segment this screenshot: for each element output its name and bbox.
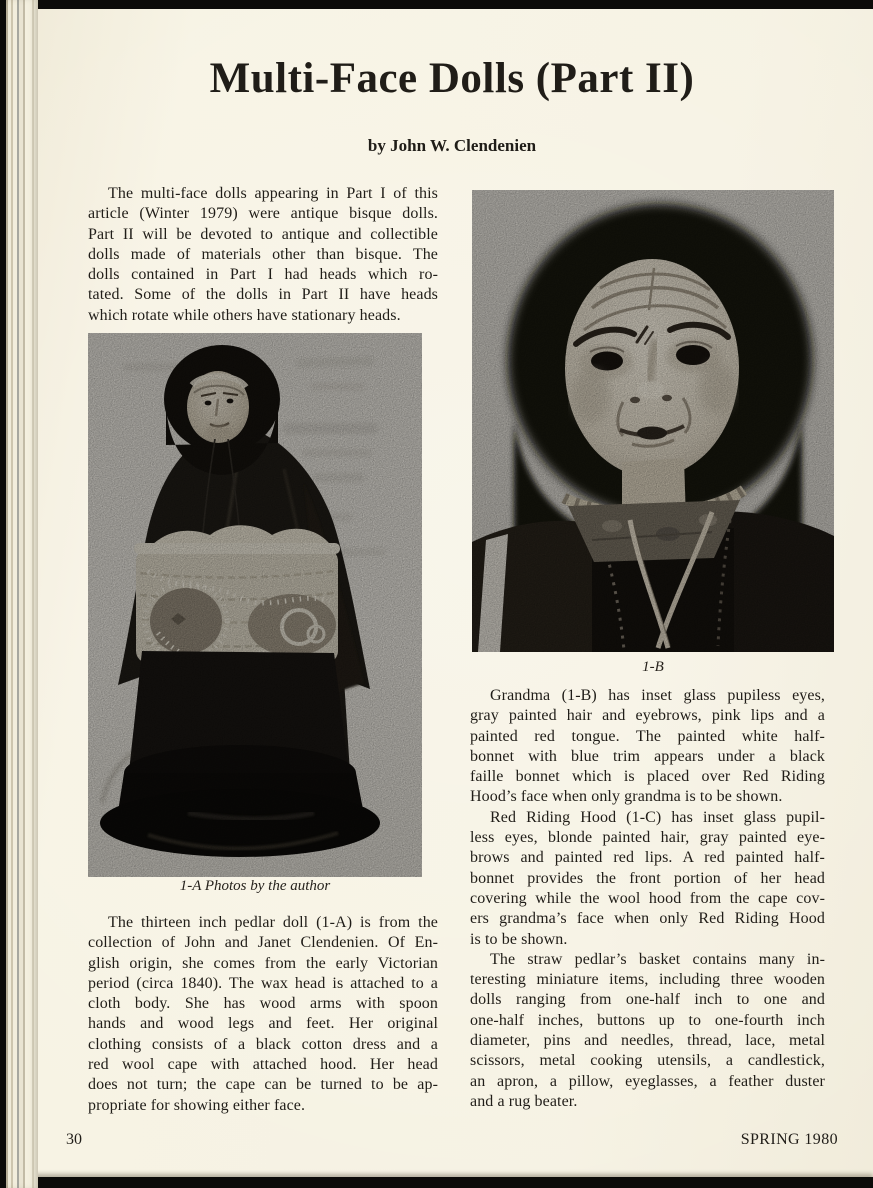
left-column-paragraph-1 (88, 184, 438, 326)
text-line: brows and painted red lips. A red painted half- (470, 849, 825, 867)
text-line: is to be shown. (470, 930, 568, 948)
right-column-paragraph-3 (470, 950, 825, 1112)
issue-date: SPRING 1980 (740, 1131, 838, 1148)
scan-edge-bottom (0, 1177, 873, 1188)
text-line: painted red tongue. The painted white half- (470, 727, 825, 745)
book-binding-page-edges (6, 0, 38, 1188)
text-line: The thirteen inch pedlar doll (1-A) is from the (108, 914, 438, 931)
photo-1b (472, 190, 834, 652)
text-line: covering while the wool hood from the cape cov- (470, 889, 825, 907)
text-line: Hood’s face when only grandma is to be shown. (470, 788, 783, 806)
text-line: The straw pedlar’s basket contains many in- (490, 950, 825, 968)
text-line: diameter, pins and needles, thread, lace, metal (470, 1032, 825, 1050)
photo-caption-1b: 1-B (642, 659, 664, 675)
text-line: Red Riding Hood (1-C) has inset glass pupil- (490, 808, 825, 826)
text-line: which rotate while others have stationary heads. (88, 306, 401, 324)
text-line: period (circa 1840). The wax head is attached to a (88, 974, 438, 992)
text-line: less eyes, blonde painted hair, gray painted eye- (470, 829, 825, 847)
page-number: 30 (66, 1131, 82, 1148)
text-line: ers grandma’s face when only Red Riding Hood (470, 910, 825, 928)
text-line: one-half inches, buttons up to one-fourth inch (470, 1011, 825, 1029)
text-line: clothing consists of a black cotton dress and a (88, 1035, 438, 1053)
right-column-text (470, 686, 825, 1112)
text-line: an apron, a pillow, eyeglasses, a feather duster (470, 1072, 825, 1090)
text-line: glish origin, she comes from the early Victorian (88, 954, 438, 972)
scan-edge-top (0, 0, 873, 9)
byline: by John W. Clendenien (367, 136, 537, 155)
text-line: bonnet provides the front portion of her head (470, 869, 825, 887)
text-line: bonnet with blue trim appears under a black (470, 747, 825, 765)
text-line: dolls made of materials other than bisque. The (88, 245, 438, 263)
text-line: red wool cape with attached hood. Her head (88, 1056, 438, 1074)
text-line: dolls ranging from one-half inch to one and (470, 991, 825, 1009)
text-line: tated. Some of the dolls in Part II have heads (88, 286, 438, 304)
text-line: hands and wood legs and feet. Her original (88, 1015, 438, 1033)
text-line: faille bonnet which is placed over Red Riding (470, 768, 825, 786)
text-line: cloth body. She has wood arms with spoon (88, 995, 438, 1013)
right-column-paragraph-2 (470, 808, 825, 950)
text-line: and a rug beater. (470, 1092, 578, 1110)
text-line: collection of John and Janet Clendenien. Of En- (88, 934, 438, 952)
text-line: article (Winter 1979) were antique bisque dolls. (88, 205, 438, 223)
text-line: gray painted hair and eyebrows, pink lips and a (470, 707, 825, 725)
page-title: Multi-Face Dolls (Part II) (209, 55, 695, 102)
text-line: Part II will be devoted to antique and collectible (88, 225, 438, 243)
text-line: propriate for showing either face. (88, 1096, 306, 1114)
text-line: dolls contained in Part I had heads which ro- (88, 266, 438, 284)
text-line: scissors, metal cooking utensils, a candlestick, (470, 1052, 825, 1070)
text-line: does not turn; the cape can be turned to be ap- (88, 1076, 438, 1094)
right-column-paragraph-1 (470, 686, 825, 808)
text-line: The multi-face dolls appearing in Part I of this (108, 185, 438, 202)
text-line: Grandma (1-B) has inset glass pupiless eyes, (490, 687, 825, 704)
text-line: teresting miniature items, including three wooden (470, 971, 825, 989)
photo-caption-1a: 1-A Photos by the author (179, 878, 331, 894)
left-column-paragraph-2 (88, 913, 438, 1116)
photo-1a (88, 333, 422, 877)
